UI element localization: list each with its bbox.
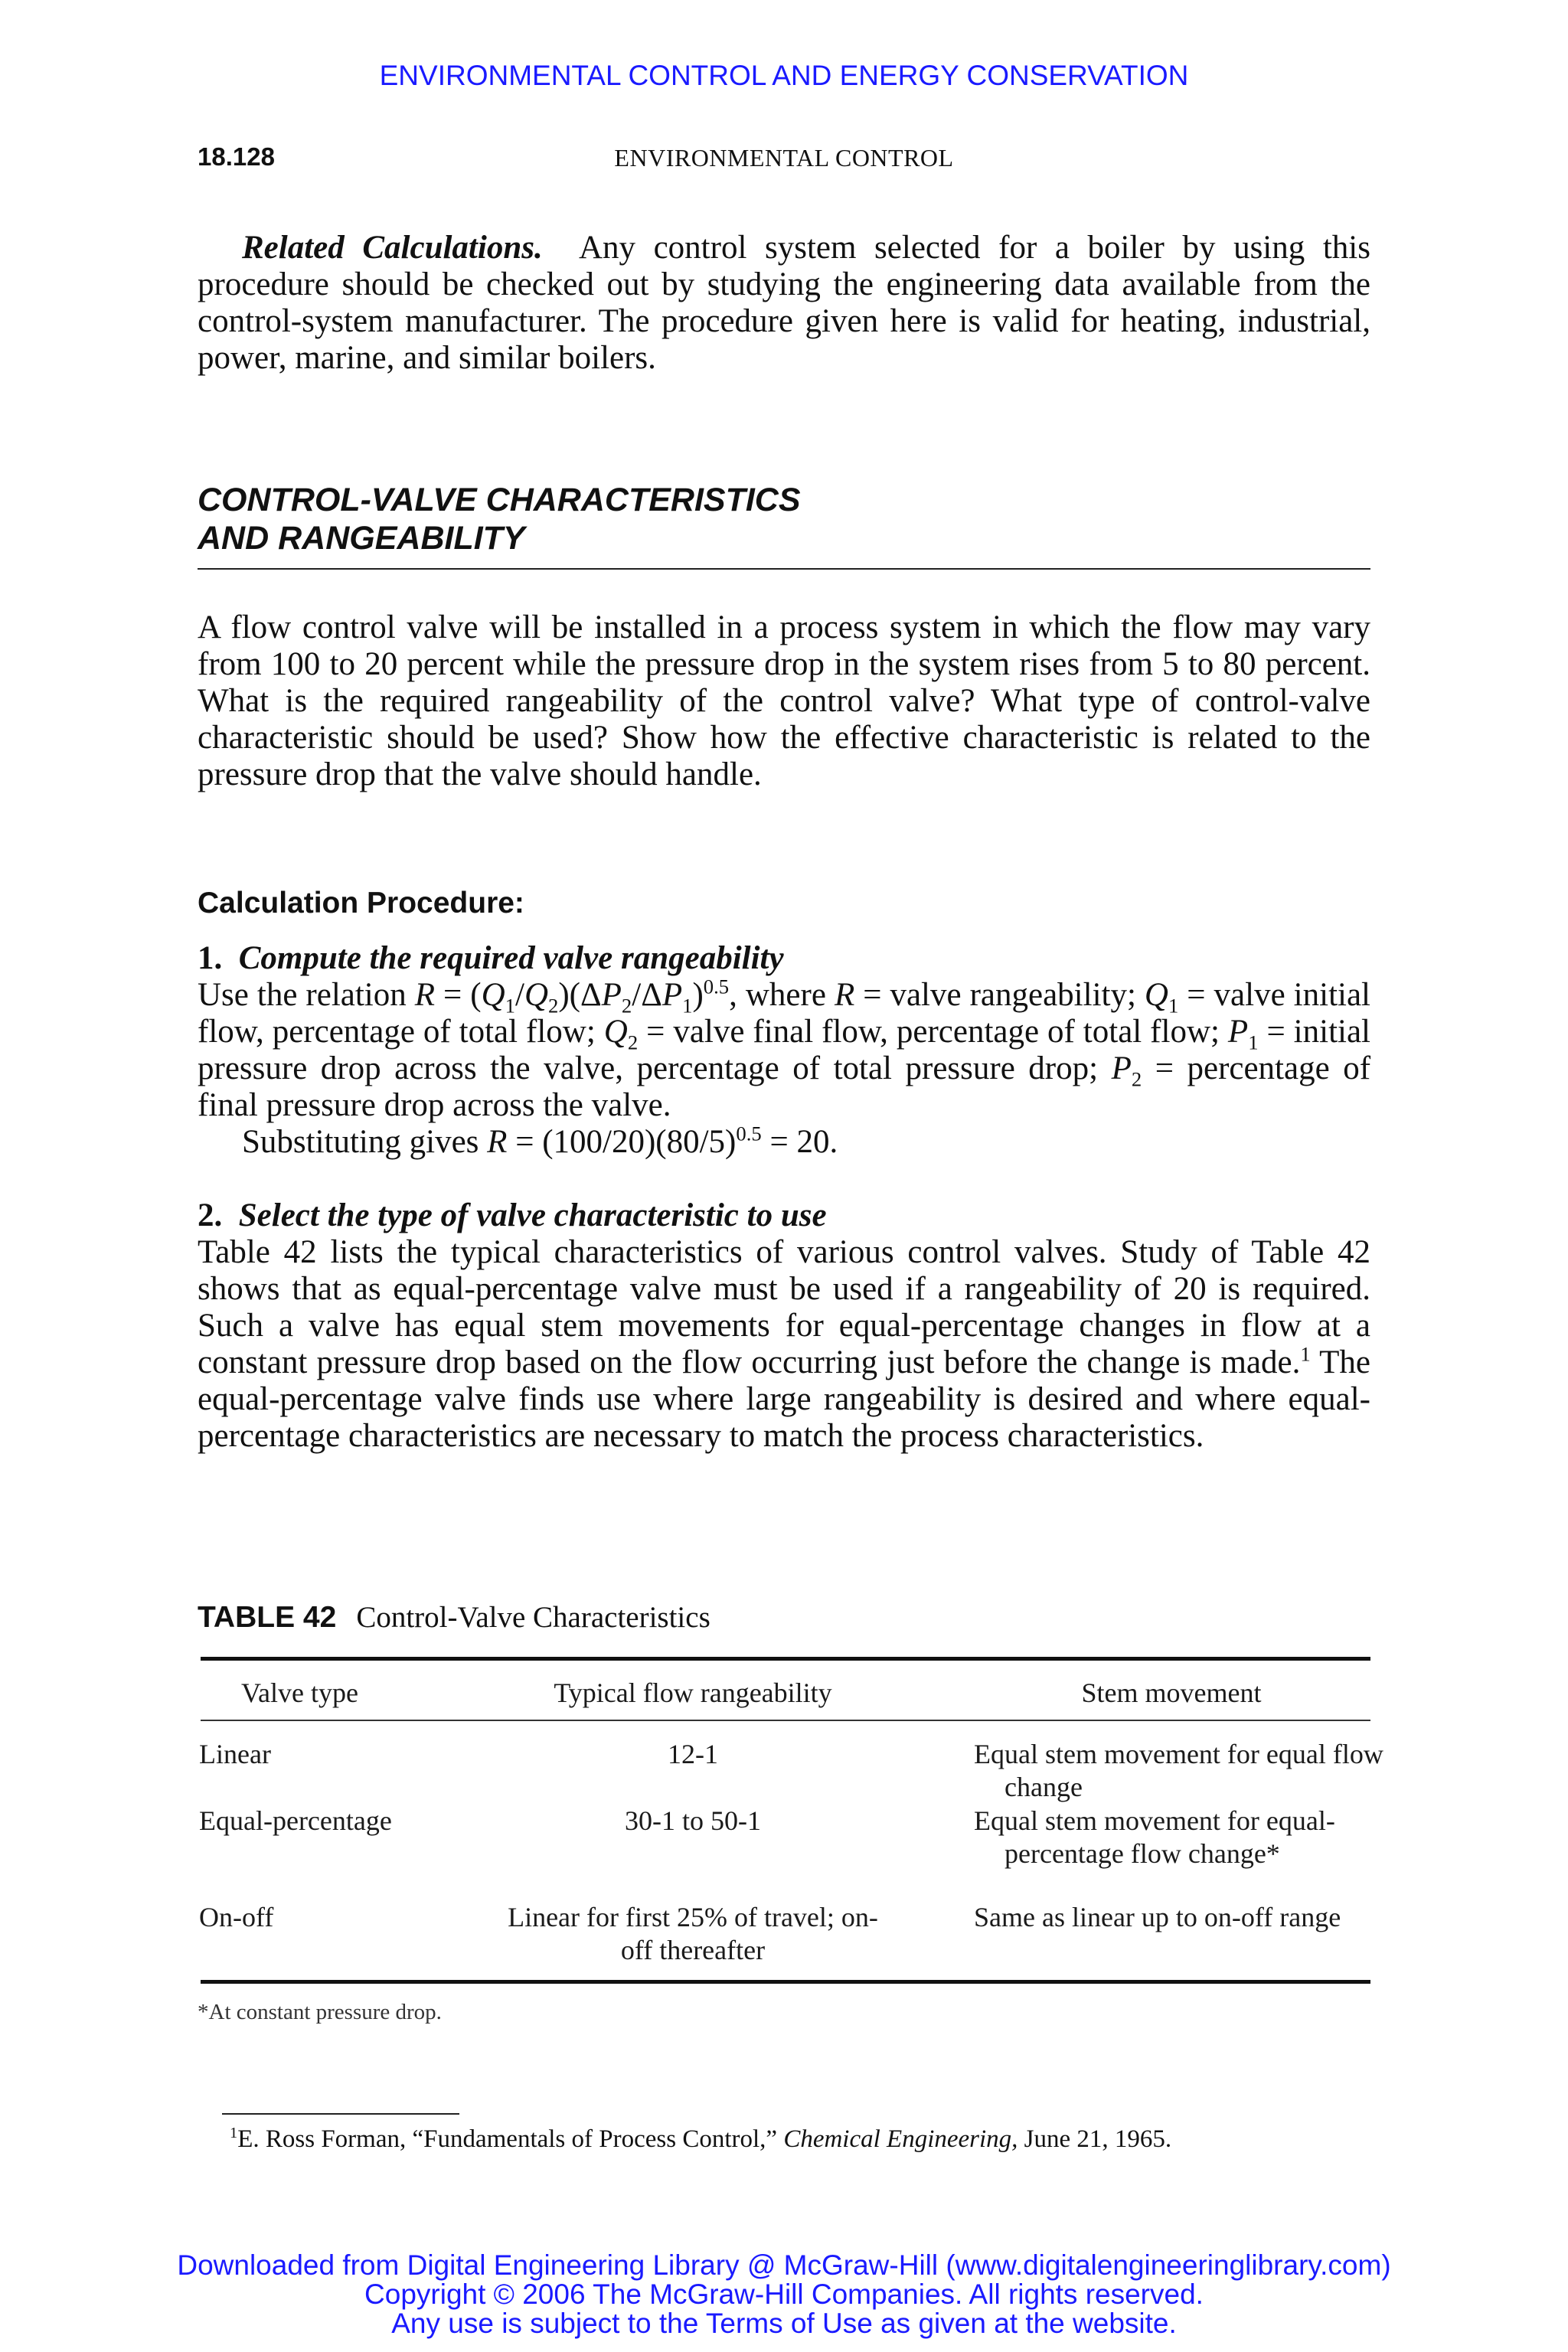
footnote-text-b: June 21, 1965. xyxy=(1018,2125,1172,2153)
related-calculations xyxy=(198,230,1370,377)
problem-statement xyxy=(198,609,1370,793)
step-1-heading xyxy=(198,940,1370,977)
step-2-number: 2. xyxy=(198,1197,223,1233)
step-1-substitution: Substituting gives $R = (100/20)(80/5)^{0.5} = 20$. xyxy=(242,1122,838,1160)
table-top-rule xyxy=(201,1657,1370,1661)
row-equal-percentage-range: 30-1 to 50-1 xyxy=(625,1805,761,1836)
step-2-text-a: Table 42 lists the typical characteristics of various control valves. Study of Table 42 shows that as equal-percentage valve must be used if a rangeability of 20 is required. Such a valve has equal stem movements for equal-percentage changes in flow at a constant pressure drop based on the flow occurring just before the change is made. xyxy=(198,1234,1370,1380)
row-linear-stem: Equal stem movement for equal flow change xyxy=(974,1739,1383,1802)
procedure-heading: Calculation Procedure: xyxy=(198,887,524,920)
footnote-ref: 1 xyxy=(1300,1342,1311,1366)
footer-line-3[interactable]: Any use is subject to the Terms of Use as given at the website. xyxy=(391,2308,1177,2339)
header-banner[interactable]: ENVIRONMENTAL CONTROL AND ENERGY CONSERVATION xyxy=(379,60,1189,91)
step-2-title: Select the type of valve characteristic to use xyxy=(238,1197,827,1233)
row-linear-type: Linear xyxy=(199,1739,271,1769)
row-equal-percentage-stem: Equal stem movement for equal-percentage flow change* xyxy=(974,1805,1335,1869)
table-bottom-rule xyxy=(201,1980,1370,1984)
related-lead: Related Calculations. xyxy=(242,230,543,266)
footnote-rule xyxy=(222,2113,459,2115)
step-1-text: Use the relation $R = (Q_1/Q_2)(\Delta P_2/\Delta P_1)^{0.5}$, where R = valve rangeability; $Q_1$ = valve initial flow, percentage of total flow; $Q_2$ = valve final flow, percentage of total flow; $P_1$ = initial pressure drop across the valve, percentage of total pressure drop; $P_2$ = percentage of final pressure drop across the valve. xyxy=(198,975,1371,1123)
step-2-text-b: The equal-percentage valve finds use where large rangeability is desired and where equal-percentage characteristics are necessary to match the process characteristics. xyxy=(198,1344,1371,1454)
section-heading-line1: CONTROL-VALVE CHARACTERISTICS xyxy=(198,482,801,518)
row-on-off-type: On-off xyxy=(199,1902,274,1932)
row-on-off-stem: Same as linear up to on-off range xyxy=(974,1902,1341,1932)
footnote xyxy=(230,2125,1171,2154)
step-1-number: 1. xyxy=(198,940,223,976)
row-linear-range: 12-1 xyxy=(668,1739,718,1769)
problem-text: A flow control valve will be installed in a process system in which the flow may vary from 100 to 20 percent while the pressure drop in the system rises from 5 to 80 percent. What is the required rangeability of the control valve? What type of control-valve characteristic should be used? Show how the effective characteristic is related to the pressure drop that the valve should handle. xyxy=(198,609,1370,792)
section-rule xyxy=(198,568,1370,570)
page-number: 18.128 xyxy=(198,142,275,171)
step-1 xyxy=(198,940,1370,1161)
table-caption xyxy=(198,1600,710,1635)
running-head xyxy=(198,142,1370,181)
step-2 xyxy=(198,1197,1370,1455)
table-header-stem-movement: Stem movement xyxy=(1081,1677,1262,1708)
row-on-off-range: Linear for first 25% of travel; on-off thereafter xyxy=(508,1902,878,1965)
related-text: Any control system selected for a boiler by using this procedure should be checked out by studying the engineering data available from the control-system manufacturer. The procedure given here is valid for heating, industrial, power, marine, and similar boilers. xyxy=(198,230,1370,376)
table-header-rule xyxy=(201,1720,1370,1721)
step-2-text xyxy=(198,1234,1370,1455)
step-2-heading xyxy=(198,1197,1370,1234)
running-title: ENVIRONMENTAL CONTROL xyxy=(614,144,954,172)
table-label: TABLE 42 xyxy=(198,1601,337,1634)
table-header-rangeability: Typical flow rangeability xyxy=(554,1677,832,1708)
step-1-title: Compute the required valve rangeability xyxy=(238,940,784,976)
table-header-valve-type: Valve type xyxy=(241,1677,358,1708)
footnote-text-a: E. Ross Forman, “Fundamentals of Process Control,” xyxy=(237,2125,784,2153)
section-heading xyxy=(198,481,1370,557)
footnote-mark: 1 xyxy=(230,2125,238,2141)
footer-line-2[interactable]: Copyright © 2006 The McGraw-Hill Companies. All rights reserved. xyxy=(364,2278,1204,2310)
table-note: *At constant pressure drop. xyxy=(198,2000,442,2024)
section-heading-line2: AND RANGEABILITY xyxy=(198,520,525,557)
footnote-journal: Chemical Engineering, xyxy=(783,2125,1018,2153)
table-title: Control-Valve Characteristics xyxy=(356,1601,710,1634)
footer-line-1[interactable]: Downloaded from Digital Engineering Library @ McGraw-Hill (www.digitalengineeringlibrary.com) xyxy=(177,2249,1391,2281)
row-equal-percentage-type: Equal-percentage xyxy=(199,1805,392,1836)
